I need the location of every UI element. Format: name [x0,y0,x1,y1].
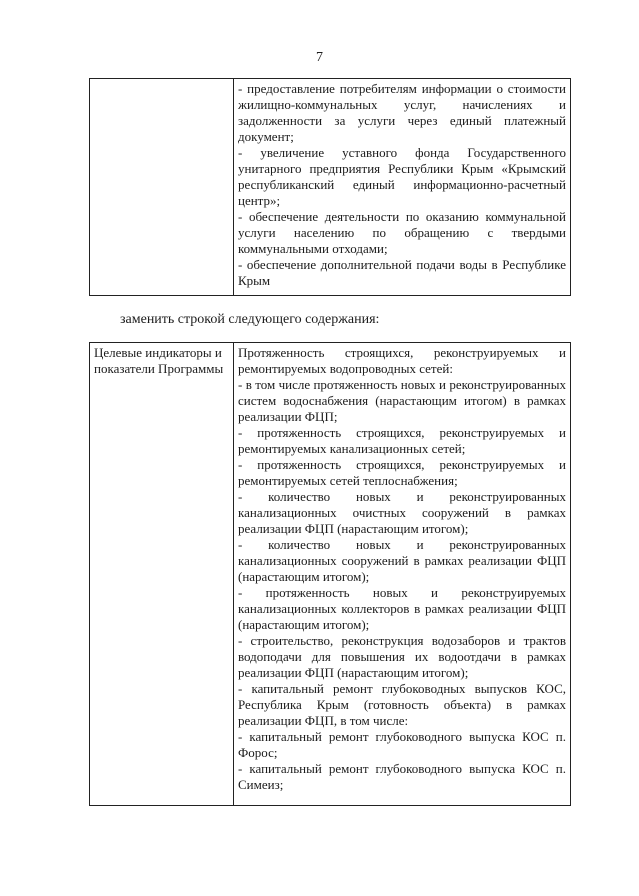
list-item: - обеспечение дополнительной подачи воды в Республике Крым [238,257,566,288]
list-item: - в том числе протяженность новых и реконструированных систем водоснабжения (нарастающим итогом) в рамках реализации ФЦП; [238,377,566,424]
table-row [90,343,571,806]
list-item: - протяженность строящихся, реконструируемых и ремонтируемых сетей теплоснабжения; [238,457,566,488]
list-item: - капитальный ремонт глубоководных выпусков КОС, Республика Крым (готовность объекта) в рамках реализации ФЦП, в том числе: [238,681,566,728]
list-item: - увеличение уставного фонда Государственного унитарного предприятия Республики Крым «Крымский республиканский единый информационно-расчетный центр»; [238,145,566,208]
list-item: - капитальный ремонт глубоководного выпуска КОС п. Форос; [238,729,566,760]
indicators-table [89,342,571,806]
measures-table [89,78,571,296]
table-left-cell [90,79,234,296]
list-item: - строительство, реконструкция водозаборов и трактов водоподачи для повышения их водоотдачи в рамках реализации ФЦП (нарастающим итогом); [238,633,566,680]
list-item: - предоставление потребителям информации о стоимости жилищно-коммунальных услуг, начислениях и задолженности за услуги через единый платежный документ; [238,81,566,144]
table-right-cell [234,343,571,806]
list-item: - обеспечение деятельности по оказанию коммунальной услуги населению по обращению с твердыми коммунальными отходами; [238,209,566,256]
page-number: 7 [316,50,323,65]
list-item: - количество новых и реконструированных канализационных сооружений в рамках реализации ФЦП (нарастающим итогом); [238,537,566,584]
list-item: - количество новых и реконструированных канализационных очистных сооружений в рамках реализации ФЦП (нарастающим итогом); [238,489,566,536]
replacement-intro-text: заменить строкой следующего содержания: [120,312,380,327]
list-item: Протяженность строящихся, реконструируемых и ремонтируемых водопроводных сетей: [238,345,566,376]
list-item: - капитальный ремонт глубоководного выпуска КОС п. Симеиз; [238,761,566,792]
table-row [90,79,571,296]
list-item: - протяженность новых и реконструируемых канализационных коллекторов в рамках реализации ФЦП (нарастающим итогом); [238,585,566,632]
list-item: - протяженность строящихся, реконструируемых и ремонтируемых канализационных сетей; [238,425,566,456]
table-left-cell: Целевые индикаторы и показатели Программы [90,343,234,806]
table-right-cell [234,79,571,296]
